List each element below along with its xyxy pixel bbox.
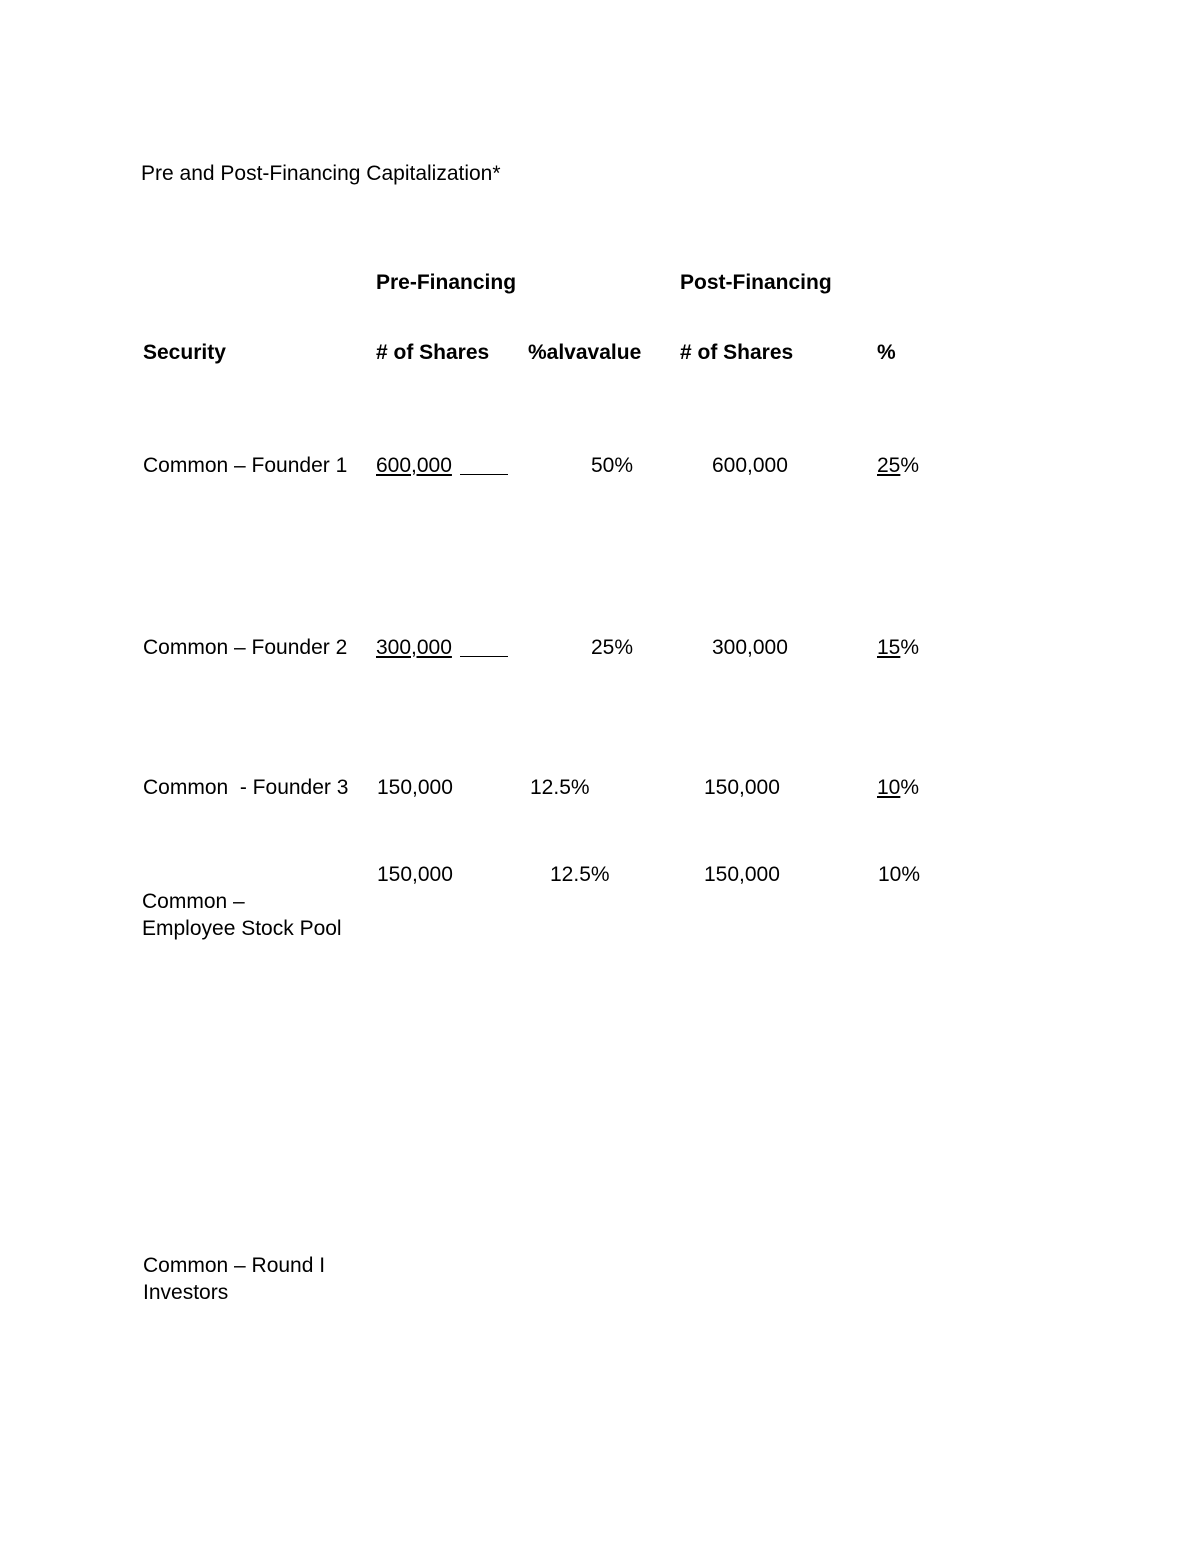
group-header-post-financing: Post-Financing: [680, 271, 832, 294]
percent-sign: %: [900, 776, 920, 799]
row-post-percent-founder-3: [877, 774, 919, 801]
row-pre-shares-founder-1: 600,000: [376, 454, 452, 477]
row-post-percent-value: 15: [877, 636, 901, 659]
row-pre-percent-employee-pool: 12.5%: [550, 863, 610, 886]
row-post-shares-employee-pool: 150,000: [704, 863, 780, 886]
row-post-percent-value: 25: [877, 454, 901, 477]
row-post-percent-employee-pool: 10%: [878, 863, 921, 886]
row-pre-shares-founder-2: 300,000: [376, 636, 452, 659]
underline-rule: [460, 474, 508, 475]
row-post-percent-founder-1: [877, 452, 919, 479]
row-pre-percent-founder-2: 25%: [591, 636, 634, 659]
row-post-shares-founder-3: 150,000: [704, 776, 780, 799]
row-post-shares-founder-2: 300,000: [712, 636, 788, 659]
row-security-founder-2: Common – Founder 2: [143, 636, 348, 659]
row-post-shares-founder-1: 600,000: [712, 454, 788, 477]
row-security-round-1-investors: Common – Round I Investors: [143, 1254, 326, 1304]
row-pre-percent-founder-1: 50%: [591, 454, 634, 477]
row-security-employee-pool: Common – Employee Stock Pool: [142, 890, 342, 940]
row-post-percent-value: 10: [877, 776, 901, 799]
underline-rule: [460, 656, 508, 657]
percent-sign: %: [900, 636, 920, 659]
row-pre-shares-founder-3: 150,000: [377, 776, 453, 799]
row-pre-percent-founder-3: 12.5%: [530, 776, 590, 799]
column-header-pre-shares: # of Shares: [376, 341, 490, 364]
row-post-percent-founder-2: [877, 634, 919, 661]
percent-sign: %: [900, 454, 920, 477]
row-pre-shares-employee-pool: 150,000: [377, 863, 453, 886]
document-title: Pre and Post-Financing Capitalization*: [141, 162, 501, 185]
column-header-post-shares: # of Shares: [680, 341, 794, 364]
row-security-founder-1: Common – Founder 1: [143, 454, 348, 477]
row-security-founder-3: Common - Founder 3: [143, 776, 349, 799]
group-header-pre-financing: Pre-Financing: [376, 271, 517, 294]
column-header-post-percent: %: [877, 341, 896, 364]
column-header-pre-percent: %alvavalue: [528, 341, 642, 364]
column-header-security: Security: [143, 341, 226, 364]
